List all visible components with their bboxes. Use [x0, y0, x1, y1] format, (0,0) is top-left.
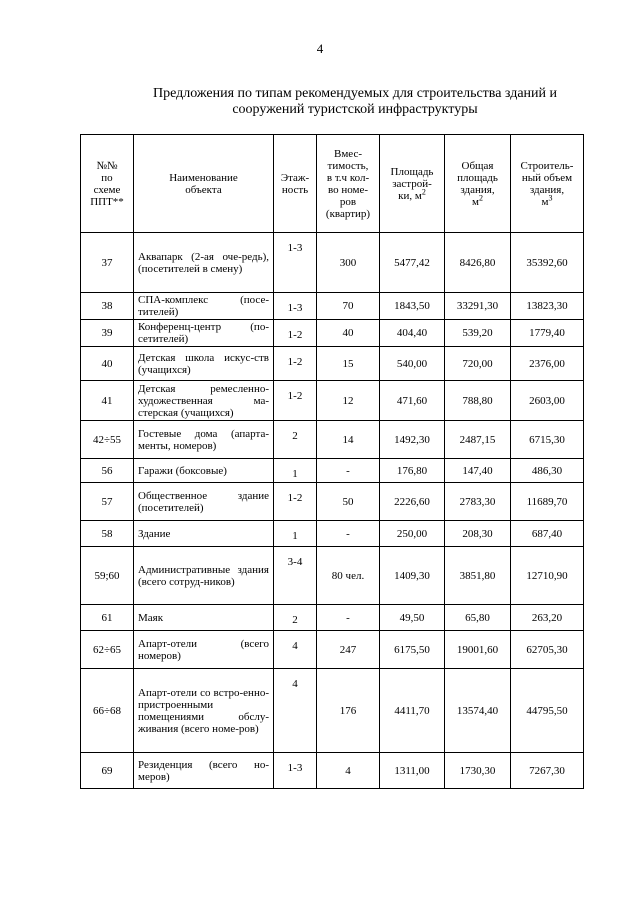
title-line-1: Предложения по типам рекомендуемых для строительства зданий и: [152, 86, 558, 101]
cell-floors: 1-2: [274, 347, 317, 381]
table-row: [81, 547, 584, 605]
header-volume: [511, 135, 584, 233]
cell-num: 61: [81, 605, 134, 631]
cell-capacity: 14: [317, 421, 380, 459]
table-row: [81, 753, 584, 789]
header-line: Вмес-: [334, 147, 362, 160]
cell-area-total: 147,40: [445, 459, 511, 483]
header-line: в т.ч кол-: [326, 171, 370, 184]
cell-area-built: 2226,60: [380, 483, 445, 521]
header-line: ность: [281, 183, 309, 196]
cell-name: Гостевые дома (апарта-менты, номеров): [134, 421, 274, 459]
cell-area-built: 1409,30: [380, 547, 445, 605]
unit-superscript: 3: [548, 192, 553, 202]
cell-floors: 2: [274, 421, 317, 459]
table-row: [81, 605, 584, 631]
cell-capacity: 80 чел.: [317, 547, 380, 605]
cell-name: Гаражи (боксовые): [134, 459, 274, 483]
cell-area-total: 33291,30: [445, 293, 511, 320]
cell-num: 40: [81, 347, 134, 381]
cell-area-built: 176,80: [380, 459, 445, 483]
table-body: [81, 233, 584, 789]
cell-area-built: 1843,50: [380, 293, 445, 320]
cell-volume: 7267,30: [511, 753, 584, 789]
header-line: Общая: [461, 159, 494, 172]
header-line: ров: [339, 195, 357, 208]
document-title: [140, 86, 570, 118]
cell-name: Детская ремесленно-художественная ма-стерская (учащихся): [134, 381, 274, 421]
header-line: во номе-: [327, 183, 369, 196]
cell-num: 42÷55: [81, 421, 134, 459]
cell-volume: 687,40: [511, 521, 584, 547]
table-row: [81, 521, 584, 547]
table-row: [81, 669, 584, 753]
table-row: [81, 459, 584, 483]
buildings-table: [80, 134, 584, 789]
cell-num: 58: [81, 521, 134, 547]
cell-floors: 1-2: [274, 483, 317, 521]
cell-area-total: 2487,15: [445, 421, 511, 459]
cell-area-total: 8426,80: [445, 233, 511, 293]
cell-name: Резиденция (всего но-меров): [134, 753, 274, 789]
cell-volume: 2376,00: [511, 347, 584, 381]
cell-area-total: 65,80: [445, 605, 511, 631]
cell-volume: 44795,50: [511, 669, 584, 753]
table-row: [81, 483, 584, 521]
table-row: [81, 233, 584, 293]
cell-name: Маяк: [134, 605, 274, 631]
cell-name: Здание: [134, 521, 274, 547]
cell-area-total: 208,30: [445, 521, 511, 547]
cell-area-total: 720,00: [445, 347, 511, 381]
cell-num: 57: [81, 483, 134, 521]
cell-floors: 4: [274, 669, 317, 753]
cell-floors: 2: [274, 605, 317, 631]
cell-floors: 1-3: [274, 753, 317, 789]
header-line: Этаж-: [280, 171, 310, 184]
cell-area-total: 3851,80: [445, 547, 511, 605]
cell-area-built: 6175,50: [380, 631, 445, 669]
cell-capacity: 176: [317, 669, 380, 753]
header-line: Строитель-: [520, 159, 574, 172]
header-line: тимость,: [327, 159, 369, 172]
table-row: [81, 631, 584, 669]
cell-floors: 1: [274, 459, 317, 483]
cell-floors: 1-3: [274, 293, 317, 320]
unit-superscript: 2: [478, 192, 483, 202]
cell-area-built: 1492,30: [380, 421, 445, 459]
cell-num: 69: [81, 753, 134, 789]
title-line-2: сооружений туристской инфраструктуры: [232, 102, 478, 117]
cell-num: 59;60: [81, 547, 134, 605]
cell-capacity: -: [317, 459, 380, 483]
header-line: здания,: [460, 183, 495, 196]
cell-volume: 13823,30: [511, 293, 584, 320]
cell-name: Конференц-центр (по-сетителей): [134, 320, 274, 347]
cell-name: Административные здания (всего сотруд-ников): [134, 547, 274, 605]
cell-area-total: 1730,30: [445, 753, 511, 789]
cell-area-total: 539,20: [445, 320, 511, 347]
header-line: схеме: [93, 183, 121, 196]
cell-num: 66÷68: [81, 669, 134, 753]
page-number: 4: [316, 41, 324, 56]
cell-volume: 486,30: [511, 459, 584, 483]
cell-name: Детская школа искус-ств (учащихся): [134, 347, 274, 381]
cell-num: 62÷65: [81, 631, 134, 669]
cell-floors: 4: [274, 631, 317, 669]
cell-capacity: 247: [317, 631, 380, 669]
cell-area-built: 1311,00: [380, 753, 445, 789]
header-capacity: [317, 135, 380, 233]
header-num: [81, 135, 134, 233]
cell-area-built: 471,60: [380, 381, 445, 421]
header-line: №№: [96, 159, 118, 172]
header-line: здания,: [529, 183, 565, 196]
cell-name: Апарт-отели со встро-енно-пристроенными помещениями обслу-живания (всего номе-ров): [134, 669, 274, 753]
cell-volume: 62705,30: [511, 631, 584, 669]
cell-capacity: 300: [317, 233, 380, 293]
header-line: (квартир): [325, 207, 371, 220]
cell-name: Апарт-отели (всего номеров): [134, 631, 274, 669]
header-line: $м^3$: [541, 192, 553, 208]
cell-area-built: 4411,70: [380, 669, 445, 753]
cell-area-built: 49,50: [380, 605, 445, 631]
cell-num: 41: [81, 381, 134, 421]
cell-floors: 1-2: [274, 320, 317, 347]
header-line: по: [101, 171, 113, 184]
cell-num: 39: [81, 320, 134, 347]
table-row: [81, 347, 584, 381]
cell-area-built: 5477,42: [380, 233, 445, 293]
cell-floors: 3-4: [274, 547, 317, 605]
cell-area-built: 540,00: [380, 347, 445, 381]
cell-capacity: 12: [317, 381, 380, 421]
cell-area-total: 13574,40: [445, 669, 511, 753]
cell-volume: 35392,60: [511, 233, 584, 293]
cell-capacity: 50: [317, 483, 380, 521]
cell-name: Аквапарк (2-ая оче-редь), (посетителей в смену): [134, 233, 274, 293]
header-line: Наименование: [169, 171, 238, 184]
header-line: объекта: [185, 183, 222, 196]
cell-capacity: 70: [317, 293, 380, 320]
cell-num: 56: [81, 459, 134, 483]
cell-capacity: 4: [317, 753, 380, 789]
header-row: [81, 135, 584, 233]
header-line: Площадь: [390, 165, 434, 178]
header-line: ки, $м^2$: [398, 186, 426, 202]
cell-capacity: 40: [317, 320, 380, 347]
cell-capacity: -: [317, 521, 380, 547]
cell-volume: 1779,40: [511, 320, 584, 347]
header-area-built: [380, 135, 445, 233]
unit-superscript: 2: [421, 186, 426, 196]
cell-num: 38: [81, 293, 134, 320]
header-area-total: [445, 135, 511, 233]
cell-area-total: 2783,30: [445, 483, 511, 521]
header-line: $м^2$: [472, 192, 483, 208]
cell-floors: 1-2: [274, 381, 317, 421]
cell-area-total: 19001,60: [445, 631, 511, 669]
cell-capacity: 15: [317, 347, 380, 381]
table-row: [81, 320, 584, 347]
cell-floors: 1: [274, 521, 317, 547]
header-line: застрой-: [392, 177, 432, 190]
cell-area-built: 250,00: [380, 521, 445, 547]
cell-area-built: 404,40: [380, 320, 445, 347]
table-row: [81, 293, 584, 320]
cell-name: СПА-комплекс (посе-тителей): [134, 293, 274, 320]
header-floors: [274, 135, 317, 233]
cell-name: Общественное здание (посетителей): [134, 483, 274, 521]
header-line: площадь: [457, 171, 498, 184]
header-line: ППТ**: [90, 195, 124, 208]
cell-num: 37: [81, 233, 134, 293]
cell-volume: 6715,30: [511, 421, 584, 459]
cell-volume: 2603,00: [511, 381, 584, 421]
cell-capacity: -: [317, 605, 380, 631]
cell-volume: 12710,90: [511, 547, 584, 605]
cell-volume: 11689,70: [511, 483, 584, 521]
table-row: [81, 381, 584, 421]
header-name: [134, 135, 274, 233]
cell-area-total: 788,80: [445, 381, 511, 421]
cell-floors: 1-3: [274, 233, 317, 293]
cell-volume: 263,20: [511, 605, 584, 631]
table-row: [81, 421, 584, 459]
header-line: ный объем: [521, 171, 573, 184]
